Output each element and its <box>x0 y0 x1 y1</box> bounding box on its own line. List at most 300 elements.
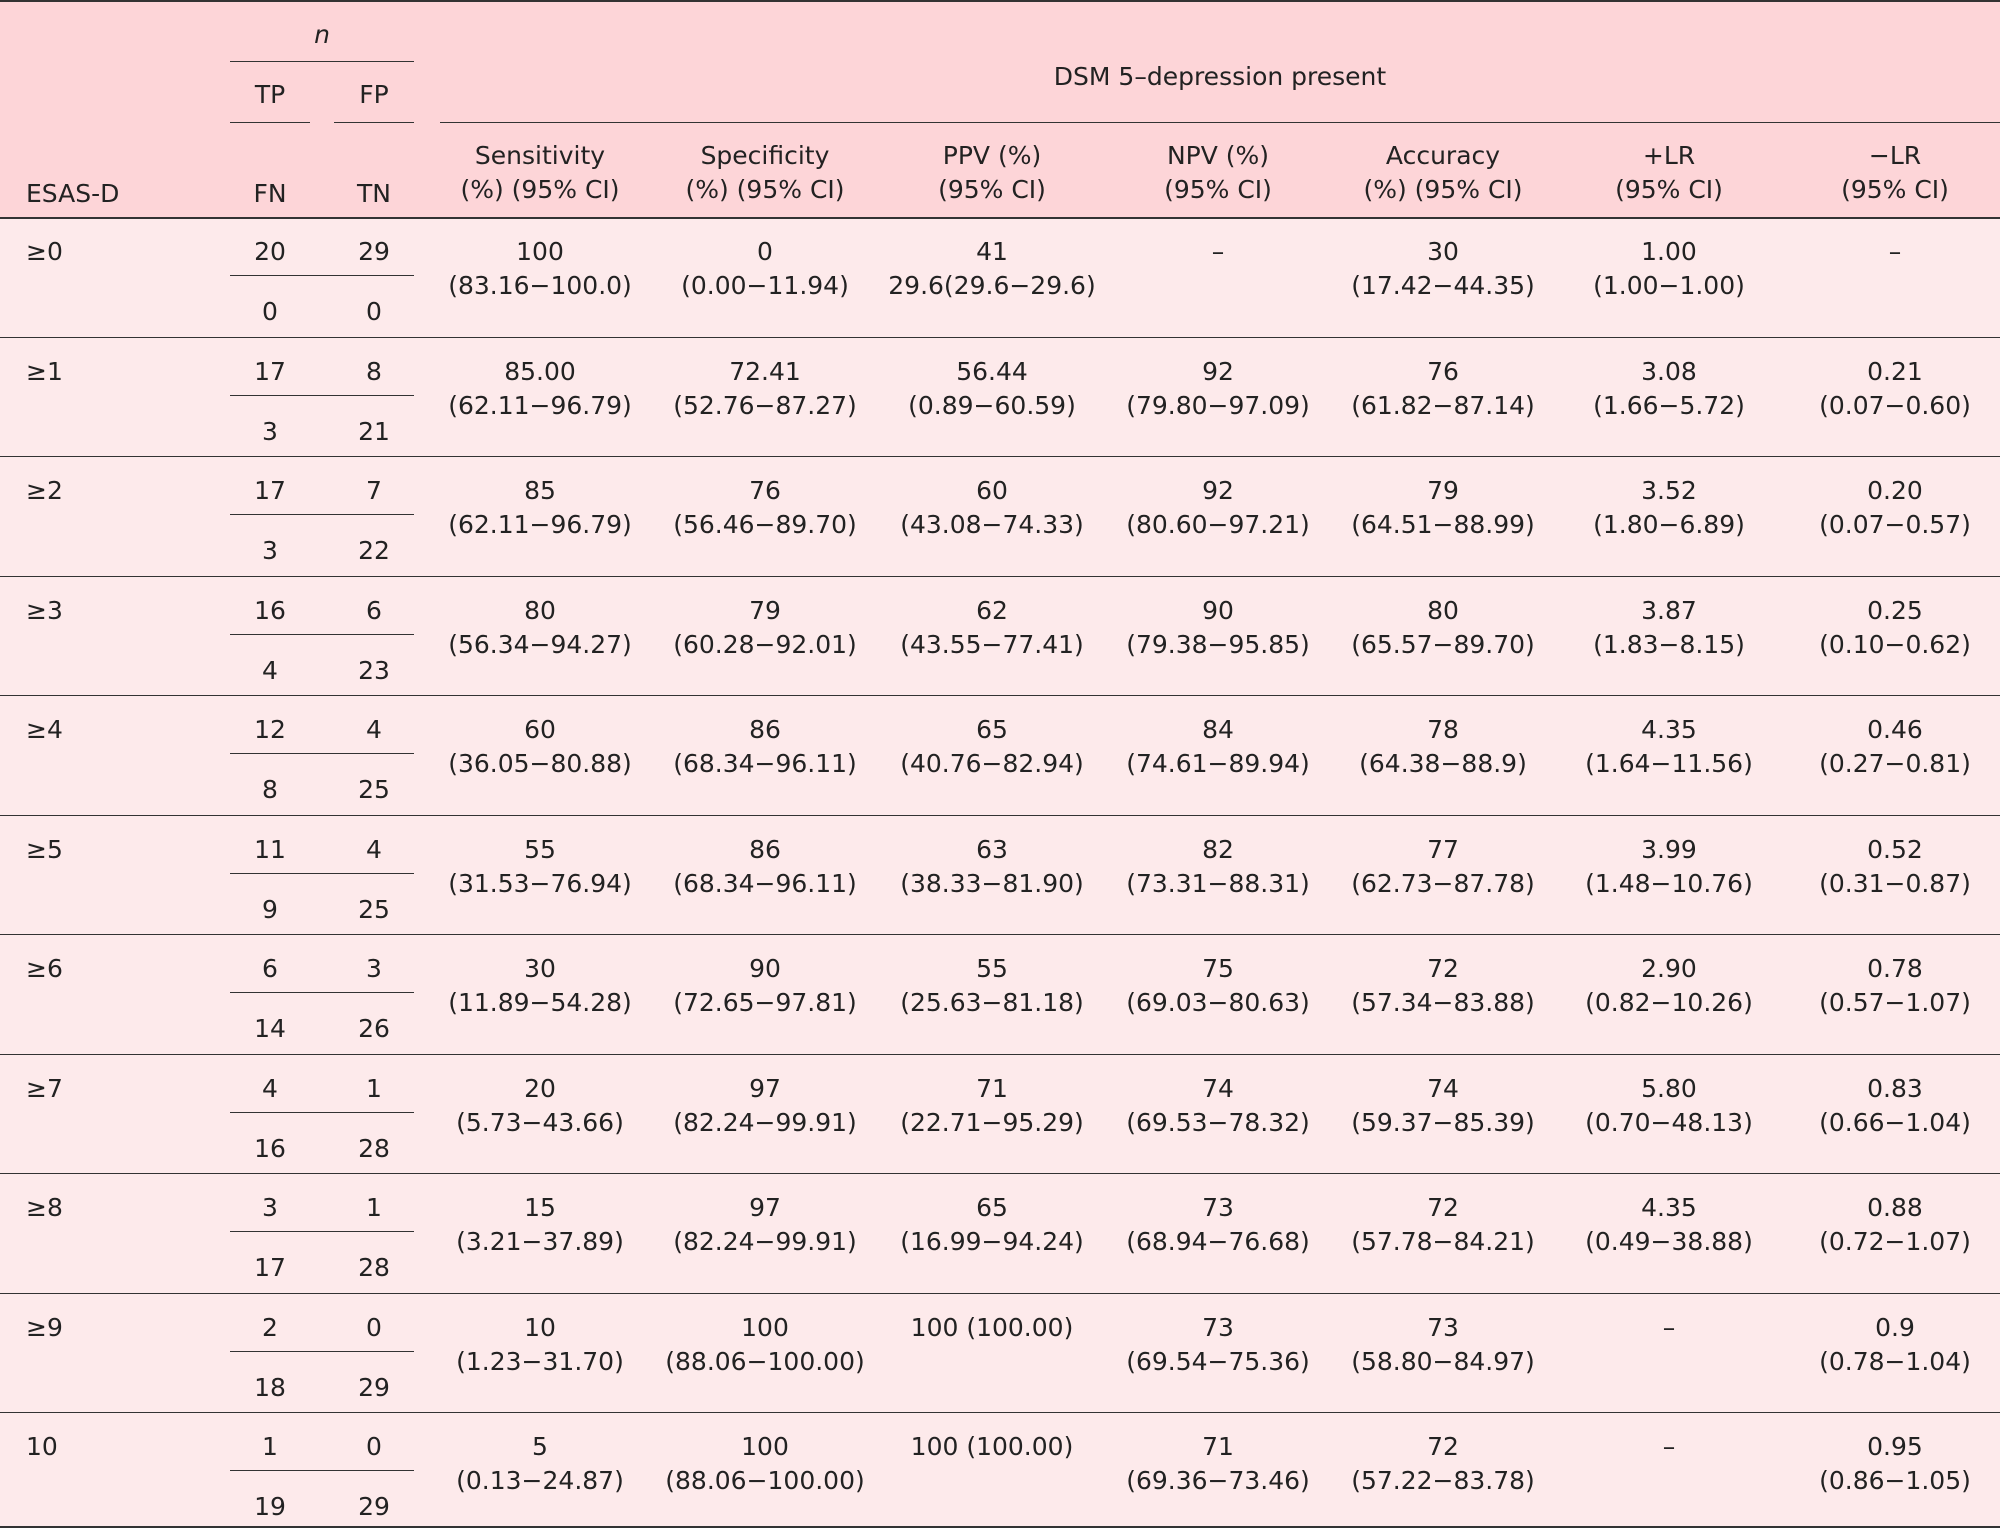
column-header <box>882 139 1102 207</box>
metric-value: – <box>1211 237 1225 266</box>
metric-ci: (43.08−74.33) <box>900 510 1084 539</box>
metric-cell <box>1333 833 1553 901</box>
metric-value: 55 <box>976 954 1008 983</box>
metric-ci: (0.10−0.62) <box>1819 629 1971 659</box>
metric-cell <box>1108 952 1328 1020</box>
column-header-line1: Sensitivity <box>474 141 606 170</box>
tn-count: 28 <box>358 1253 390 1282</box>
top-rule <box>0 0 2000 2</box>
row-separator <box>0 1412 2000 1413</box>
metric-value: – <box>1888 237 1902 266</box>
metric-cell <box>1785 1311 2000 1379</box>
metric-value: 72 <box>1427 1432 1459 1461</box>
esas-threshold: ≥5 <box>26 834 63 864</box>
count-divider <box>230 1231 414 1232</box>
metric-ci: (0.66−1.04) <box>1819 1107 1971 1137</box>
metric-cell <box>882 594 1102 662</box>
metric-ci: (72.65−97.81) <box>673 988 857 1017</box>
metric-cell <box>1108 594 1328 662</box>
metric-cell <box>1333 1191 1553 1259</box>
metric-value: 41 <box>976 237 1008 266</box>
metric-value: 2.90 <box>1641 954 1697 983</box>
metric-cell <box>1559 594 1779 662</box>
metric-ci: (1.80−6.89) <box>1593 510 1745 539</box>
column-header-line1: NPV (%) <box>1166 141 1270 170</box>
esas-threshold: ≥6 <box>26 954 63 983</box>
group-underline <box>440 122 2000 123</box>
esas-threshold: ≥1 <box>26 356 63 386</box>
metric-ci: (68.94−76.68) <box>1126 1227 1310 1256</box>
metric-cell <box>655 235 875 303</box>
column-header <box>430 139 650 207</box>
tp-count: 20 <box>254 237 286 266</box>
metric-value: 74 <box>1427 1073 1459 1103</box>
metric-cell <box>655 1072 875 1140</box>
tp-count: 17 <box>254 356 286 386</box>
esas-label: ESAS-D <box>26 179 120 208</box>
metric-ci: (5.73−43.66) <box>456 1107 624 1137</box>
fp-count: 4 <box>366 715 382 744</box>
metric-value: 72 <box>1427 954 1459 983</box>
metric-ci: (0.31−0.87) <box>1819 868 1971 898</box>
metric-cell <box>1559 1430 1779 1464</box>
row-separator <box>0 576 2000 577</box>
metric-cell <box>1108 1191 1328 1259</box>
metric-value: 76 <box>749 476 781 505</box>
metric-cell <box>430 713 650 781</box>
metric-ci: (56.46−89.70) <box>673 510 857 539</box>
metric-cell <box>1785 1430 2000 1498</box>
metric-cell <box>882 1430 1102 1464</box>
group-label: DSM 5–depression present <box>1053 62 1387 91</box>
tp-count: 12 <box>254 715 286 744</box>
column-header <box>1108 139 1328 207</box>
metric-cell <box>655 713 875 781</box>
metric-ci: (56.34−94.27) <box>448 629 632 659</box>
fp-count: 4 <box>366 834 382 864</box>
column-header <box>655 139 875 207</box>
column-header-line1: +LR <box>1642 141 1696 170</box>
fp-count: 3 <box>366 954 382 983</box>
metric-ci: (79.80−97.09) <box>1126 390 1310 420</box>
metric-value: 79 <box>749 595 781 625</box>
tn-count: 26 <box>358 1014 390 1043</box>
metric-value: 100 <box>516 237 564 266</box>
metric-ci: (0.57−1.07) <box>1819 988 1971 1017</box>
row-separator <box>0 934 2000 935</box>
metric-ci: (58.80−84.97) <box>1351 1346 1535 1376</box>
metric-ci: (0.49−38.88) <box>1585 1227 1753 1256</box>
tn-count: 25 <box>358 775 390 804</box>
metric-cell <box>882 355 1102 423</box>
metric-cell <box>1785 833 2000 901</box>
metric-value: 76 <box>1427 356 1459 386</box>
count-divider <box>230 275 414 276</box>
metric-ci: (65.57−89.70) <box>1351 629 1535 659</box>
metric-ci: 29.6(29.6−29.6) <box>888 271 1096 300</box>
metric-value: 79 <box>1427 476 1459 505</box>
metric-value: 20 <box>524 1073 556 1103</box>
metric-ci: (17.42−44.35) <box>1351 271 1535 300</box>
metric-cell <box>1785 474 2000 542</box>
metric-ci: (69.54−75.36) <box>1126 1346 1310 1376</box>
tn-count: 28 <box>358 1133 390 1163</box>
metric-value: 3.99 <box>1641 834 1697 864</box>
metric-cell <box>1559 355 1779 423</box>
metric-cell <box>882 1311 1102 1345</box>
column-header-line2: (%) (95% CI) <box>460 175 620 204</box>
metric-value: 0.21 <box>1867 356 1923 386</box>
fp-count: 1 <box>366 1073 382 1103</box>
metric-value: 78 <box>1427 715 1459 744</box>
metric-ci: (88.06−100.00) <box>665 1346 865 1376</box>
metric-ci: (64.51−88.99) <box>1351 510 1535 539</box>
fn-count: 3 <box>262 536 278 565</box>
metric-value: 0.88 <box>1867 1193 1923 1222</box>
column-header-line2: (95% CI) <box>938 175 1046 204</box>
metric-cell <box>1785 952 2000 1020</box>
metric-cell <box>1108 474 1328 542</box>
tn-count: 25 <box>358 894 390 924</box>
metric-cell <box>1559 1311 1779 1345</box>
metric-value: 30 <box>524 954 556 983</box>
metric-cell <box>430 594 650 662</box>
column-header-line1: −LR <box>1868 141 1922 170</box>
metric-cell <box>1559 713 1779 781</box>
tn-count: 0 <box>366 297 382 326</box>
metric-cell <box>1108 1430 1328 1498</box>
metric-cell <box>882 1072 1102 1140</box>
row-separator <box>0 815 2000 816</box>
metric-value: 73 <box>1202 1312 1234 1342</box>
fn-count: 8 <box>262 775 278 804</box>
metric-value: 100 (100.00) <box>910 1432 1074 1461</box>
metric-ci: (0.72−1.07) <box>1819 1227 1971 1256</box>
metric-value: 4.35 <box>1641 715 1697 744</box>
metric-ci: (62.11−96.79) <box>448 510 632 539</box>
column-header <box>1785 139 2000 207</box>
metric-cell <box>882 833 1102 901</box>
metric-value: 3.52 <box>1641 476 1697 505</box>
metric-cell <box>1333 1072 1553 1140</box>
column-header <box>1559 139 1779 207</box>
metric-ci: (82.24−99.91) <box>673 1227 857 1256</box>
metric-value: 71 <box>1202 1432 1234 1461</box>
metric-value: 97 <box>749 1073 781 1103</box>
tn-count: 29 <box>358 1372 390 1402</box>
metric-value: 100 <box>741 1312 789 1342</box>
metric-ci: (0.07−0.57) <box>1819 510 1971 539</box>
metric-ci: (57.34−83.88) <box>1351 988 1535 1017</box>
tp-underline <box>230 122 310 123</box>
metric-cell <box>882 1191 1102 1259</box>
n-underline <box>230 61 414 62</box>
metric-value: 90 <box>749 954 781 983</box>
metric-value: 72.41 <box>729 356 801 386</box>
metric-cell <box>1333 1430 1553 1498</box>
count-divider <box>230 1112 414 1113</box>
metric-cell <box>1785 1072 2000 1140</box>
tn-label: TN <box>357 179 391 208</box>
metric-cell <box>655 833 875 901</box>
fp-label: FP <box>359 80 389 109</box>
metric-ci: (74.61−89.94) <box>1126 749 1310 778</box>
metric-cell <box>655 594 875 662</box>
metric-cell <box>882 952 1102 1020</box>
metric-value: 60 <box>976 476 1008 505</box>
metric-ci: (80.60−97.21) <box>1126 510 1310 539</box>
tn-count: 22 <box>358 536 390 565</box>
metric-cell <box>1108 1311 1328 1379</box>
metric-cell <box>1559 833 1779 901</box>
tp-count: 11 <box>254 834 286 864</box>
metric-value: 71 <box>976 1073 1008 1103</box>
metric-value: 3.08 <box>1641 356 1697 386</box>
tp-count: 4 <box>262 1073 278 1103</box>
metric-value: 73 <box>1202 1193 1234 1222</box>
fn-count: 3 <box>262 416 278 446</box>
tp-count: 6 <box>262 954 278 983</box>
column-header-line2: (%) (95% CI) <box>1363 175 1523 204</box>
metric-ci: (1.23−31.70) <box>456 1346 624 1376</box>
count-divider <box>230 395 414 396</box>
metric-ci: (69.03−80.63) <box>1126 988 1310 1017</box>
tn-count: 29 <box>358 1492 390 1521</box>
metric-cell <box>1559 1072 1779 1140</box>
metric-value: 0 <box>757 237 773 266</box>
metric-ci: (3.21−37.89) <box>456 1227 624 1256</box>
row-separator <box>0 1293 2000 1294</box>
metric-value: 65 <box>976 1193 1008 1222</box>
metric-value: 65 <box>976 715 1008 744</box>
fn-count: 9 <box>262 894 278 924</box>
fp-count: 7 <box>366 476 382 505</box>
metric-cell <box>430 355 650 423</box>
metric-cell <box>1333 235 1553 303</box>
esas-threshold: ≥0 <box>26 237 63 266</box>
metric-ci: (1.83−8.15) <box>1593 629 1745 659</box>
metric-ci: (69.36−73.46) <box>1126 1466 1310 1495</box>
esas-threshold: ≥9 <box>26 1312 63 1342</box>
metric-value: – <box>1662 1432 1676 1461</box>
tn-count: 21 <box>358 416 390 446</box>
metric-value: 0.95 <box>1867 1432 1923 1461</box>
metric-cell <box>1333 594 1553 662</box>
metric-ci: (59.37−85.39) <box>1351 1107 1535 1137</box>
metric-cell <box>430 474 650 542</box>
metric-value: 5 <box>532 1432 548 1461</box>
count-divider <box>230 634 414 635</box>
metric-cell <box>1108 1072 1328 1140</box>
metric-cell <box>1333 474 1553 542</box>
metric-value: 0.83 <box>1867 1073 1923 1103</box>
esas-threshold: ≥8 <box>26 1193 63 1222</box>
count-divider <box>230 1351 414 1352</box>
metric-value: 85 <box>524 476 556 505</box>
metric-value: 85.00 <box>504 356 576 386</box>
fp-count: 0 <box>366 1312 382 1342</box>
metric-cell <box>1559 952 1779 1020</box>
tp-count: 1 <box>262 1432 278 1461</box>
metric-cell <box>430 1191 650 1259</box>
metric-cell <box>430 1430 650 1498</box>
metric-value: 62 <box>976 595 1008 625</box>
metric-ci: (68.34−96.11) <box>673 868 857 898</box>
column-header-line2: (95% CI) <box>1841 175 1949 204</box>
esas-threshold: ≥7 <box>26 1073 63 1103</box>
metric-value: 92 <box>1202 356 1234 386</box>
metric-ci: (38.33−81.90) <box>900 868 1084 898</box>
metric-ci: (31.53−76.94) <box>448 868 632 898</box>
metric-ci: (22.71−95.29) <box>900 1107 1084 1137</box>
metric-cell <box>1559 1191 1779 1259</box>
metric-ci: (82.24−99.91) <box>673 1107 857 1137</box>
fn-count: 4 <box>262 655 278 685</box>
metric-value: 100 (100.00) <box>910 1312 1074 1342</box>
metric-value: 86 <box>749 715 781 744</box>
metric-value: 0.46 <box>1867 715 1923 744</box>
metric-cell <box>655 474 875 542</box>
metric-cell <box>1108 833 1328 901</box>
metric-ci: (43.55−77.41) <box>900 629 1084 659</box>
fn-count: 14 <box>254 1014 286 1043</box>
column-header-line1: PPV (%) <box>942 141 1042 170</box>
metric-cell <box>655 1191 875 1259</box>
fp-count: 1 <box>366 1193 382 1222</box>
fn-count: 0 <box>262 297 278 326</box>
metric-ci: (73.31−88.31) <box>1126 868 1310 898</box>
metric-value: 0.52 <box>1867 834 1923 864</box>
metric-value: 90 <box>1202 595 1234 625</box>
metric-cell <box>655 355 875 423</box>
metric-cell <box>1333 713 1553 781</box>
metric-cell <box>1785 235 2000 269</box>
count-divider <box>230 992 414 993</box>
metric-cell <box>430 1072 650 1140</box>
count-divider <box>230 753 414 754</box>
metric-ci: (60.28−92.01) <box>673 629 857 659</box>
tp-label: TP <box>254 80 286 109</box>
metric-ci: (1.66−5.72) <box>1593 390 1745 420</box>
column-header <box>1333 139 1553 207</box>
metric-ci: (62.11−96.79) <box>448 390 632 420</box>
row-separator <box>0 337 2000 338</box>
metric-ci: (16.99−94.24) <box>900 1227 1084 1256</box>
metric-ci: (52.76−87.27) <box>673 390 857 420</box>
metric-value: 97 <box>749 1193 781 1222</box>
row-separator <box>0 1173 2000 1174</box>
fn-count: 19 <box>254 1492 286 1521</box>
metric-cell <box>1559 235 1779 303</box>
metric-cell <box>1108 355 1328 423</box>
metric-value: 30 <box>1427 237 1459 266</box>
metric-ci: (1.00−1.00) <box>1593 271 1745 300</box>
column-header-line2: (95% CI) <box>1615 175 1723 204</box>
metric-value: – <box>1662 1312 1676 1342</box>
metric-cell <box>655 952 875 1020</box>
metric-ci: (0.27−0.81) <box>1819 749 1971 778</box>
metric-cell <box>1108 713 1328 781</box>
metric-cell <box>1333 952 1553 1020</box>
count-divider <box>230 1470 414 1471</box>
metric-value: 77 <box>1427 834 1459 864</box>
fp-count: 6 <box>366 595 382 625</box>
metric-ci: (1.48−10.76) <box>1585 868 1753 898</box>
fp-count: 0 <box>366 1432 382 1461</box>
metric-cell <box>1108 235 1328 269</box>
metric-value: 0.78 <box>1867 954 1923 983</box>
metric-value: 10 <box>524 1312 556 1342</box>
metric-ci: (61.82−87.14) <box>1351 390 1535 420</box>
metric-value: 5.80 <box>1641 1073 1697 1103</box>
metric-ci: (11.89−54.28) <box>448 988 632 1017</box>
metric-value: 74 <box>1202 1073 1234 1103</box>
metric-cell <box>1333 1311 1553 1379</box>
metric-value: 0.9 <box>1875 1312 1915 1342</box>
fn-count: 17 <box>254 1253 286 1282</box>
metric-value: 56.44 <box>956 356 1028 386</box>
metric-ci: (0.78−1.04) <box>1819 1346 1971 1376</box>
metric-value: 63 <box>976 834 1008 864</box>
metric-cell <box>882 713 1102 781</box>
metric-cell <box>430 1311 650 1379</box>
metric-cell <box>655 1311 875 1379</box>
metric-cell <box>882 235 1102 303</box>
count-divider <box>230 514 414 515</box>
metric-value: 55 <box>524 834 556 864</box>
row-separator <box>0 1054 2000 1055</box>
esas-threshold: ≥2 <box>26 476 63 505</box>
tp-count: 2 <box>262 1312 278 1342</box>
metric-value: 60 <box>524 715 556 744</box>
metric-ci: (62.73−87.78) <box>1351 868 1535 898</box>
metric-value: 4.35 <box>1641 1193 1697 1222</box>
fp-count: 29 <box>358 237 390 266</box>
metric-value: 0.25 <box>1867 595 1923 625</box>
metric-ci: (1.64−11.56) <box>1585 749 1753 778</box>
metric-value: 80 <box>524 595 556 625</box>
metric-ci: (64.38−88.9) <box>1359 749 1527 778</box>
esas-threshold: 10 <box>26 1432 58 1461</box>
row-separator <box>0 456 2000 457</box>
metric-value: 0.20 <box>1867 476 1923 505</box>
metric-value: 100 <box>741 1432 789 1461</box>
row-separator <box>0 695 2000 696</box>
metric-ci: (0.82−10.26) <box>1585 988 1753 1017</box>
fn-label: FN <box>253 179 287 208</box>
metric-ci: (0.70−48.13) <box>1585 1107 1753 1137</box>
column-header-line2: (95% CI) <box>1164 175 1272 204</box>
metric-value: 84 <box>1202 715 1234 744</box>
column-header-line1: Accuracy <box>1385 141 1501 170</box>
fn-count: 18 <box>254 1372 286 1402</box>
metric-ci: (57.78−84.21) <box>1351 1227 1535 1256</box>
tn-count: 23 <box>358 655 390 685</box>
metric-ci: (88.06−100.00) <box>665 1466 865 1495</box>
metric-value: 72 <box>1427 1193 1459 1222</box>
metric-cell <box>1785 355 2000 423</box>
metric-ci: (0.86−1.05) <box>1819 1466 1971 1495</box>
metric-ci: (0.00−11.94) <box>681 271 849 300</box>
metric-ci: (0.07−0.60) <box>1819 390 1971 420</box>
metric-value: 73 <box>1427 1312 1459 1342</box>
metric-ci: (40.76−82.94) <box>900 749 1084 778</box>
tp-count: 17 <box>254 476 286 505</box>
metric-value: 82 <box>1202 834 1234 864</box>
column-header-line1: Specificity <box>700 141 830 170</box>
metric-ci: (57.22−83.78) <box>1351 1466 1535 1495</box>
column-header-line2: (%) (95% CI) <box>685 175 845 204</box>
